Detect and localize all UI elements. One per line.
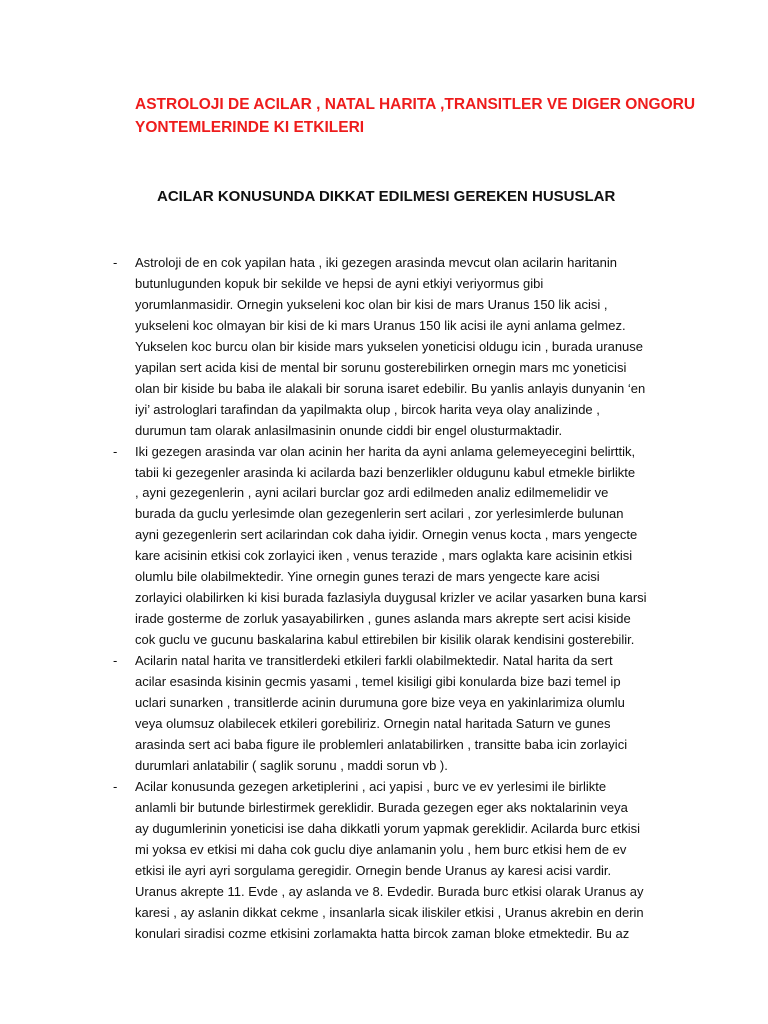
text-line: karesi , ay aslanin dikkat cekme , insanlarla sicak iliskiler etkisi , Uranus akrebin en derin [135, 904, 644, 920]
text-line: Iki gezegen arasinda var olan acinin her harita da ayni anlama gelemeyecegini belirttik, [135, 443, 636, 459]
text-line: konulari siradisi cozme etkisini zorlamakta hatta bircok zaman bloke etmektedir. Bu az [135, 925, 630, 941]
text-line: butunlugunden kopuk bir sekilde ve hepsi de ayni etkiyi veriyormus gibi [135, 275, 544, 291]
bullet-dash: - [113, 653, 118, 669]
text-line: yapilan sert acida kisi de mental bir sorunu gosterebilirken ornegin mars mc yoneticisi [135, 359, 627, 375]
bullet-dash: - [113, 255, 118, 270]
text-line: uclari sunarken , transitlerde acinin durumuna gore bize veya en yakinlarimiza olumlu [135, 695, 625, 711]
text-line: arasinda sert aci baba figure ile problemleri anlatabilirken , transitte baba icin zorlayici [135, 736, 628, 752]
list-item [0, 777, 768, 945]
bullet-dash: - [113, 443, 118, 459]
text-line: cok guclu ve gucunu baskalarina kabul ettirebilen bir kisilik olarak kendisini gosterebilir. [135, 632, 635, 648]
text-line: anlamli bir butunde birlestirmek gereklidir. Burada gezegen eger aks noktalarinin veya [135, 799, 628, 815]
text-line: durumlari anlatabilir ( saglik sorunu , maddi sorun vb ). [135, 757, 448, 773]
section-heading: ACILAR KONUSUNDA DIKKAT EDILMESI GEREKEN HUSUSLAR [157, 188, 616, 205]
text-line: Uranus akrepte 11. Evde , ay aslanda ve 8. Evdedir. Burada burc etkisi olarak Uranus ay [135, 883, 644, 899]
text-line: Yukselen koc burcu olan bir kiside mars yukselen yoneticisi oldugu icin , burada uranuse [135, 338, 644, 354]
text-line: mi yoksa ev etkisi mi daha cok guclu diye anlamanin yolu , hem burc etkisi hem de ev [135, 841, 627, 857]
text-line: acilar esasinda kisinin gecmis yasami , temel kisiligi gibi konularda bize bazi temel ip [135, 674, 621, 690]
text-line: , ayni gezegenlerin , ayni acilari burclar goz ardi edilmeden analiz edilmemelidir ve [135, 485, 609, 501]
list-item [0, 442, 768, 652]
bullet-dash: - [113, 778, 118, 794]
text-line: yorumlanmasidir. Ornegin yukseleni koc olan bir kisi de mars Uranus 150 lik acisi , [135, 296, 608, 312]
text-line: Astroloji de en cok yapilan hata , iki gezegen arasinda mevcut olan acilarin haritanin [135, 255, 618, 270]
text-line: yukseleni koc olmayan bir kisi de ki mars Uranus 150 lik acisi ile ayni anlama gelmez. [135, 317, 626, 333]
text-line: zorlayici olabilirken ki kisi burada fazlasiyla duygusal krizler ve acilar yasarken buna karsi [135, 590, 647, 606]
bullet-list [0, 253, 768, 944]
text-line: veya olumsuz olabilecek etkileri gorebiliriz. Ornegin natal haritada Saturn ve gunes [135, 715, 611, 731]
list-item [0, 253, 768, 442]
text-line: irade gosterme de zorluk yasayabilirken , gunes aslanda mars akrepte sert acisi kiside [135, 611, 631, 627]
text-line: durumun tam olarak anlasilmasinin onunde ciddi bir engel olusturmaktadir. [135, 422, 563, 438]
text-line: burada da guclu yerlesimde olan gezegenlerin sert acilari , zor yerlesimlerde bulunan [135, 506, 624, 522]
text-line: kare acisinin etkisi cok zorlayici iken , venus terazide , mars oglakta kare acisinin etkisi [135, 548, 633, 564]
document-title-line: YONTEMLERINDE KI ETKILERI [135, 119, 365, 136]
text-line: ayni gezegenlerin sert acilarindan cok daha iyidir. Ornegin venus kocta , mars yengecte [135, 527, 638, 543]
text-line: etkisi ile ayri ayri sorgulama geregidir. Ornegin bende Uranus ay karesi acisi vardir. [135, 862, 612, 878]
text-line: iyi’ astrologlari tarafindan da yapilmakta olup , bircok harita veya olay analizinde , [135, 401, 600, 417]
text-line: ay dugumlerinin yoneticisi ise daha dikkatli yorum yapmak gereklidir. Acilarda burc etkisi [135, 820, 641, 836]
text-line: tabii ki gezegenler arasinda ki acilarda bazi benzerlikler oldugunu kabul etmekle birlikte [135, 464, 636, 480]
text-line: olan bir kiside bu baba ile alakali bir soruna isaret edebilir. Bu yanlis anlayis dunyanin ‘en [135, 380, 646, 396]
text-line: Acilar konusunda gezegen arketiplerini , aci yapisi , burc ve ev yerlesimi ile birlikte [135, 778, 607, 794]
document-title [135, 93, 695, 139]
text-line: Acilarin natal harita ve transitlerdeki etkileri farkli olabilmektedir. Natal harita da sert [135, 653, 613, 669]
text-line: olumlu bile olabilmektedir. Yine ornegin gunes terazi de mars yengecte kare acisi [135, 569, 600, 585]
list-item [0, 651, 768, 777]
document-title-line: ASTROLOJI DE ACILAR , NATAL HARITA ,TRANSITLER VE DIGER ONGORU [135, 96, 696, 113]
